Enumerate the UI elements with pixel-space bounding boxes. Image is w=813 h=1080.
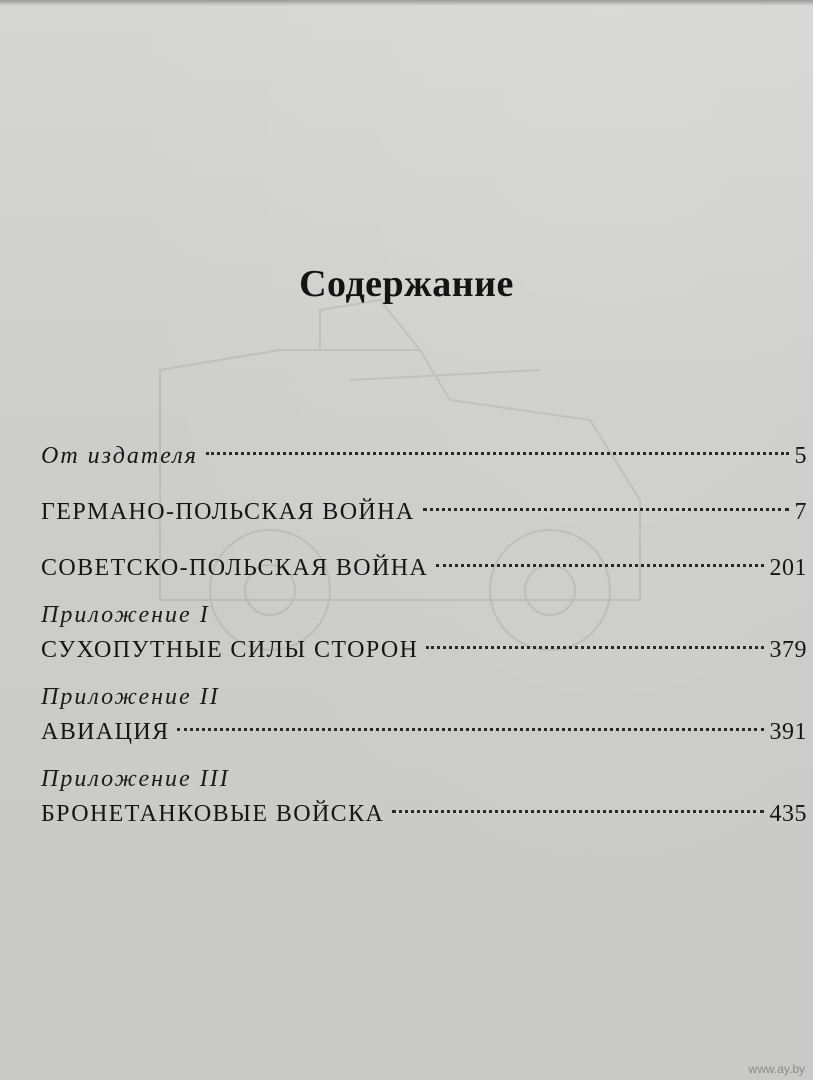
toc-entry-page: 379	[769, 637, 807, 663]
dot-leader	[426, 646, 763, 649]
page-title: Содержание	[299, 263, 514, 305]
toc-entry-german-polish-war[interactable]	[41, 492, 807, 532]
toc-entry-page: 201	[769, 555, 807, 581]
table-of-contents	[41, 436, 807, 834]
site-watermark: www.ay.by	[748, 1062, 805, 1076]
toc-entry-label: Приложение III	[41, 766, 230, 792]
toc-entry-appendix-3[interactable]	[41, 764, 807, 834]
toc-entry-soviet-polish-war[interactable]	[41, 548, 807, 588]
toc-entry-appendix-2[interactable]	[41, 682, 807, 752]
dot-leader	[392, 810, 763, 813]
dot-leader	[177, 728, 763, 731]
toc-entry-page: 5	[794, 443, 807, 469]
toc-entry-title: БРОНЕТАНКОВЫЕ ВОЙСКА	[41, 801, 385, 827]
toc-entry-title: АВИАЦИЯ	[41, 719, 170, 745]
page-edge-shadow	[0, 0, 813, 6]
dot-leader	[436, 564, 763, 567]
toc-entry-title: ГЕРМАНО-ПОЛЬСКАЯ ВОЙНА	[41, 499, 415, 525]
dot-leader	[423, 508, 789, 511]
toc-entry-appendix-1[interactable]	[41, 600, 807, 670]
toc-entry-label: Приложение I	[41, 602, 210, 628]
toc-entry-page: 391	[769, 719, 807, 745]
toc-entry-title: От издателя	[41, 443, 198, 469]
toc-entry-page: 7	[794, 499, 807, 525]
toc-entry-page: 435	[769, 801, 807, 827]
toc-entry-publisher[interactable]	[41, 436, 807, 476]
toc-entry-label: Приложение II	[41, 684, 220, 710]
toc-entry-title: СУХОПУТНЫЕ СИЛЫ СТОРОН	[41, 637, 419, 663]
dot-leader	[206, 452, 789, 455]
toc-entry-title: СОВЕТСКО-ПОЛЬСКАЯ ВОЙНА	[41, 555, 429, 581]
